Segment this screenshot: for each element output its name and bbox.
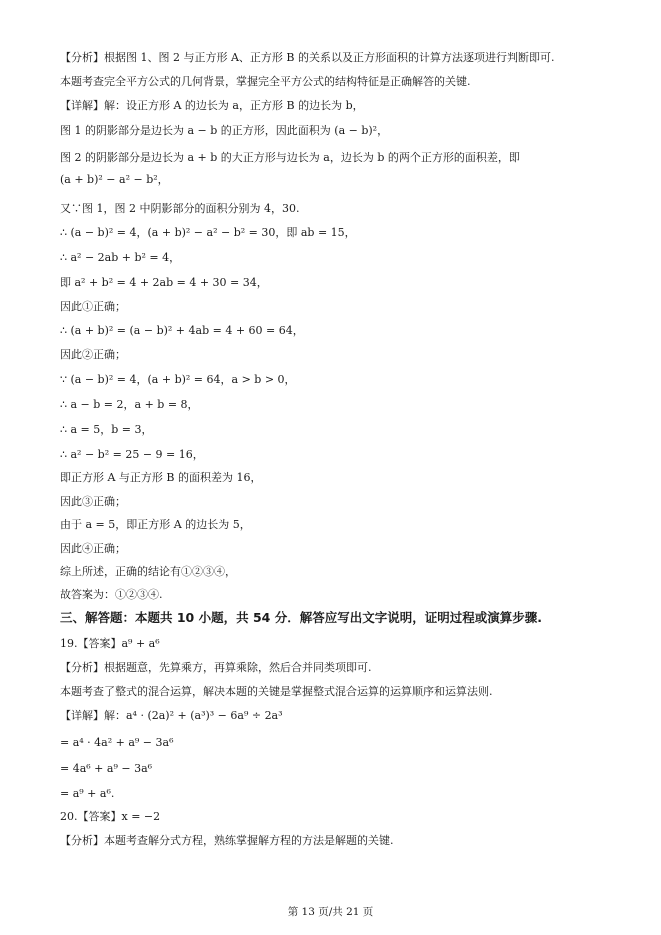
detail-line: 【详解】解：设正方形 A 的边长为 a，正方形 B 的边长为 b， [60, 99, 364, 112]
math-line: ∵ (a − b)² = 4，(a + b)² = 64，a > b > 0， [60, 373, 296, 386]
math-line: = 4a⁶ + a⁹ − 3a⁶ [60, 762, 153, 775]
text-line: 图 2 的阴影部分是边长为 a + b 的大正方形与边长为 a，边长为 b 的两个正方形的面积差，即 [60, 151, 520, 164]
math-line: = a⁴ · 4a² + a⁹ − 3a⁶ [60, 736, 174, 749]
conclusion-line: 因此④正确； [60, 542, 126, 555]
math-line: ∴ a² − b² = 25 − 9 = 16， [60, 448, 204, 461]
text-line: 又∵图 1，图 2 中阴影部分的面积分别为 4，30. [60, 202, 300, 215]
analysis-line: 【分析】根据图 1、图 2 与正方形 A、正方形 B 的关系以及正方形面积的计算方法逐项进行判断即可. [60, 51, 555, 64]
detail-line: 【详解】解：a⁴ · (2a)² + (a³)³ − 6a⁹ ÷ 2a³ [60, 709, 283, 722]
math-line: ∴ (a − b)² = 4，(a + b)² − a² − b² = 30，即 ab = 15， [60, 226, 356, 239]
answer-line: 19.【答案】a⁹ + a⁶ [60, 637, 160, 650]
summary-line: 综上所述，正确的结论有①②③④， [60, 565, 236, 578]
text-line: 本题考查完全平方公式的几何背景，掌握完全平方公式的结构特征是正确解答的关键. [60, 75, 471, 88]
math-line: (a + b)² − a² − b²， [60, 173, 169, 186]
math-line: ∴ a − b = 2，a + b = 8， [60, 398, 199, 411]
answer-line: 故答案为：①②③④. [60, 588, 163, 601]
text-line: 由于 a = 5，即正方形 A 的边长为 5， [60, 518, 251, 531]
analysis-line: 【分析】本题考查解分式方程，熟练掌握解方程的方法是解题的关键. [60, 834, 394, 847]
section-heading: 三、解答题：本题共 10 小题，共 54 分．解答应写出文字说明，证明过程或演算步骤. [60, 610, 542, 625]
math-line: 即 a² + b² = 4 + 2ab = 4 + 30 = 34， [60, 276, 268, 289]
conclusion-line: 因此③正确； [60, 495, 126, 508]
text-line: 即正方形 A 与正方形 B 的面积差为 16， [60, 471, 262, 484]
math-line: ∴ (a + b)² = (a − b)² + 4ab = 4 + 60 = 64， [60, 324, 304, 337]
conclusion-line: 因此①正确； [60, 300, 126, 313]
text-line: 本题考查了整式的混合运算，解决本题的关键是掌握整式混合运算的运算顺序和运算法则. [60, 685, 493, 698]
analysis-line: 【分析】根据题意，先算乘方，再算乘除，然后合并同类项即可. [60, 661, 372, 674]
math-line: = a⁹ + a⁶. [60, 787, 115, 800]
text-line: 图 1 的阴影部分是边长为 a − b 的正方形，因此面积为 (a − b)²， [60, 124, 389, 137]
math-line: ∴ a² − 2ab + b² = 4， [60, 251, 181, 264]
page-footer: 第 13 页/共 21 页 [287, 906, 374, 918]
math-line: ∴ a = 5，b = 3， [60, 423, 153, 436]
answer-line: 20.【答案】x = −2 [60, 810, 161, 823]
conclusion-line: 因此②正确； [60, 348, 126, 361]
